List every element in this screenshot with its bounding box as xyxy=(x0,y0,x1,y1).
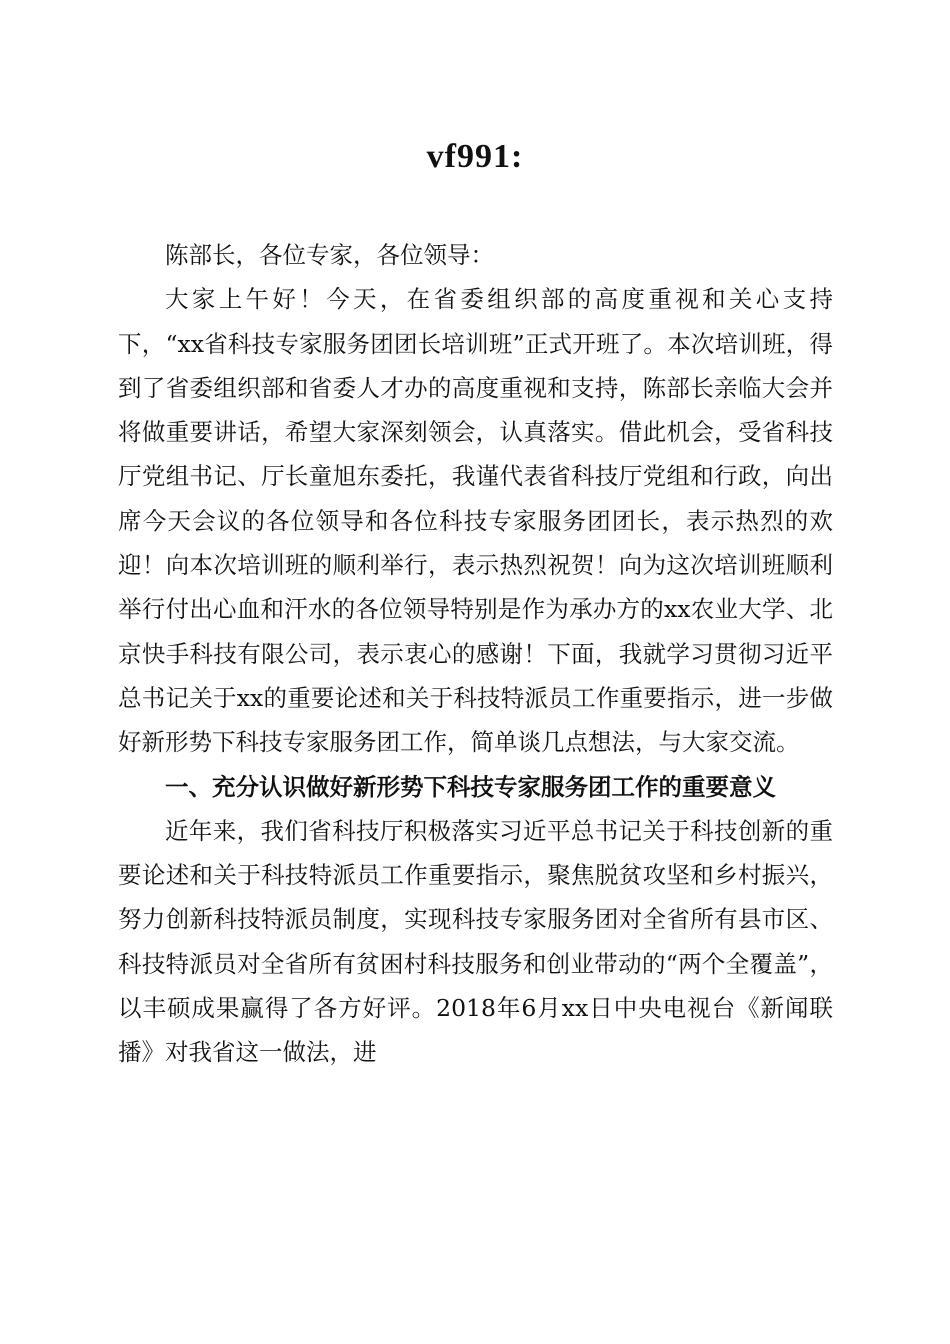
salutation: 陈部长，各位专家，各位领导： xyxy=(165,241,494,269)
section-paragraph: 近年来，我们省科技厅积极落实习近平总书记关于科技创新的重要论述和关于科技特派员工作重要指示，聚焦脱贫攻坚和乡村振兴，努力创新科技特派员制度，实现科技专家服务团对全省所有县市区、科技特派员对全省所有贫困村科技服务和创业带动的“两个全覆盖”，以丰硕成果赢得了各方好评。2018年6月xx日中央电视台《新闻联播》对我省这一做法，进 xyxy=(118,816,833,1067)
document-title: vf991: xyxy=(426,138,524,175)
section-heading: 一、充分认识做好新形势下科技专家服务团工作的重要意义 xyxy=(165,772,776,801)
opening-paragraph: 大家上午好！今天，在省委组织部的高度重视和关心支持下，“xx省科技专家服务团团长培训班”正式开班了。本次培训班，得到了省委组织部和省委人才办的高度重视和支持，陈部长亲临大会并将做重要讲话，希望大家深刻领会，认真落实。借此机会，受省科技厅党组书记、厅长童旭东委托，我谨代表省科技厅党组和行政，向出席今天会议的各位领导和各位科技专家服务团团长，表示热烈的欢迎！向本次培训班的顺利举行，表示热烈祝贺！向为这次培训班顺利举行付出心血和汗水的各位领导特别是作为承办方的xx农业大学、北京快手科技有限公司，表示衷心的感谢！下面，我就学习贯彻习近平总书记关于xx的重要论述和关于科技特派员工作重要指示，进一步做好新形势下科技专家服务团工作，简单谈几点想法，与大家交流。 xyxy=(118,285,833,757)
document-body xyxy=(118,233,833,1075)
